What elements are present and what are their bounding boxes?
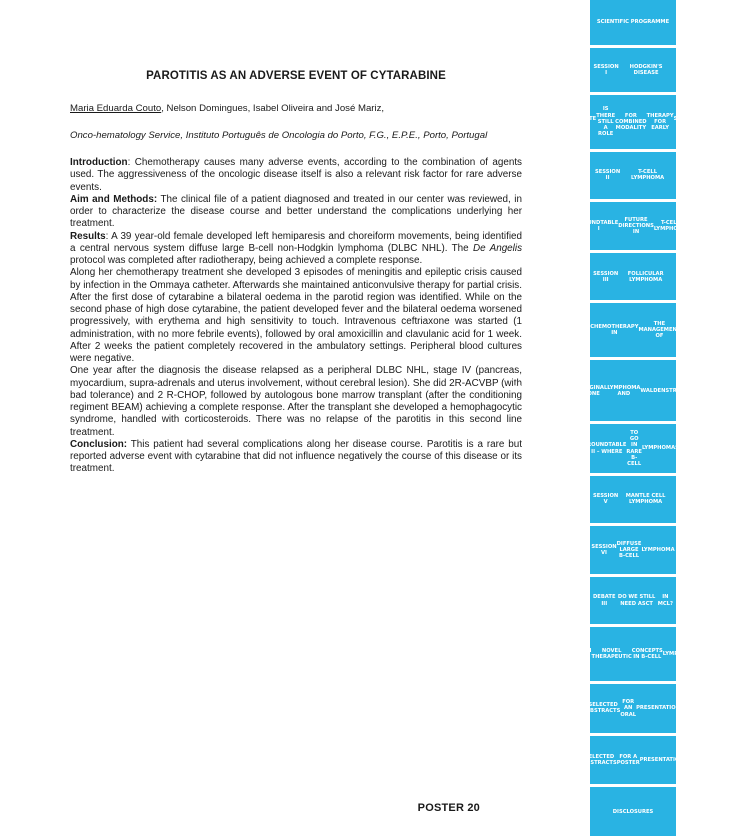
sidebar-item-label-line: HODGKIN'S DISEASE bbox=[629, 63, 663, 76]
sidebar-item-label-line: T-CELL LYMPHOMA bbox=[653, 219, 687, 233]
sidebar-item-label-line: DIFFUSE LARGE B-CELL bbox=[616, 540, 642, 559]
sidebar-item-label-line: DO WE STILL NEED ASCT bbox=[617, 594, 656, 607]
sidebar-item-label-line: T-CELL LYMPHOMA bbox=[631, 169, 665, 182]
sidebar-item-3[interactable] bbox=[573, 95, 693, 149]
protocol-name: De Angelis bbox=[473, 242, 523, 254]
sidebar-item-15[interactable] bbox=[582, 736, 684, 785]
sidebar-item-label-line: FOLLICULAR LYMPHOMA bbox=[627, 270, 664, 283]
conclusion-heading: Conclusion: bbox=[70, 438, 128, 450]
sidebar-item-label-line: SESSION III bbox=[593, 270, 619, 283]
aim-paragraph bbox=[70, 194, 522, 231]
sidebar-item-label-line: THERAPY FOR EARLY bbox=[646, 112, 674, 132]
aim-text: The clinical file of a patient diagnosed and treated in our center was reviewed, in order to characterize the disease course and better understand the complications underlying her treatment. bbox=[70, 193, 522, 230]
sidebar-item-label-line: SESSION VII bbox=[566, 647, 592, 661]
sidebar-item-4[interactable] bbox=[590, 152, 676, 199]
sidebar-item-label-line: SELECTED ABSTRACTS bbox=[586, 702, 621, 715]
poster-number: POSTER 20 bbox=[417, 802, 480, 814]
sidebar-item-label-line: DEBATE II bbox=[549, 324, 572, 337]
sidebar-item-label-line: PRESENTATION bbox=[639, 757, 684, 763]
sidebar-item-label-line: SESSION IV bbox=[514, 384, 540, 397]
sidebar-item-11[interactable] bbox=[590, 526, 676, 575]
sidebar-item-label-line: THE MANAGEMENT OF bbox=[638, 320, 681, 340]
sidebar-item-label-line: PRESENTATION bbox=[636, 705, 680, 712]
sidebar-item-label-line: ROUNDTABLE I bbox=[579, 219, 619, 233]
sidebar-item-label-line: TO GO IN RARE B-CELL bbox=[626, 429, 642, 467]
sidebar-item-label-line: NOVEL THERAPEUTIC bbox=[591, 647, 632, 661]
relapse-paragraph: One year after the diagnosis the disease relapsed as a peripheral DLBC NHL, stage IV (pancreas, myocardium, supra-adrenals and uterus involvement, without cerebral lesion). She did 2R-ACVBP (with bad tolerance) and 2 R-CHOP, followed by autologous bone marrow transplant (after the conditioning regiment BEAM) achieving a complete response. After the transplant she developed a hemophagocytic syndrome, handled with corticosteroids. There was no relapse of the parotitis in this second line treatment. bbox=[70, 365, 522, 438]
introduction-heading: Introduction bbox=[70, 157, 128, 168]
sidebar-item-label-line: IS THERE STILL A ROLE bbox=[596, 106, 616, 138]
sidebar-nav bbox=[514, 0, 752, 836]
sidebar-item-1[interactable] bbox=[590, 0, 676, 45]
sidebar-item-label-line: LYMPHOMA bbox=[641, 546, 675, 553]
sidebar-item-label-line: FOLLICULAR LYMPHOMA? bbox=[680, 324, 717, 337]
sidebar-item-label-line: DEBATE III bbox=[593, 594, 616, 607]
sidebar-item-9[interactable] bbox=[587, 424, 679, 473]
sidebar-item-14[interactable] bbox=[586, 684, 680, 733]
sidebar-item-label-line: WALDENSTRÖM bbox=[640, 387, 687, 394]
first-author[interactable]: Maria Eduarda Couto bbox=[70, 103, 162, 114]
sidebar-item-label-line: FOR AN ORAL bbox=[620, 699, 637, 718]
sidebar-item-label-line: DEBATE I bbox=[573, 115, 597, 128]
coauthors: , Nelson Domingues, Isabel Oliveira and José Mariz, bbox=[161, 103, 385, 114]
conclusion-paragraph bbox=[70, 439, 522, 476]
sidebar-item-label-line: MARGINAL ZONE bbox=[576, 384, 608, 397]
ommaya-paragraph: Along her chemotherapy treatment she developed 3 episodes of meningitis and epileptic crisis caused by infection in the Ommaya catheter. Afterwards she maintained anticonvulsive therapy for partial crisis. After the first dose of cytarabine a bilateral oedema in the parotid region was identified. While on the second phase of high dose cytarabine, the patient developed fever and the bilateral oedema worsened progressively, with erythema and high sensitivity to touch. Intravenous ceftriaxone was started (1 administration, with no more febrile events), followed by oral amoxicillin and clavulanic acid for 1 week. After 2 weeks the patient completely recovered in the ambulatory settings. Peripheral blood cultures were negative. bbox=[70, 267, 522, 364]
sidebar-item-label-line: LYMPHOMA AND bbox=[607, 384, 641, 397]
sidebar-item-label-line: SELECTED ABSTRACTS bbox=[582, 753, 617, 767]
sidebar-item-label-line: SESSION V bbox=[593, 492, 619, 506]
sidebar-item-label-line: DISCLOSURES bbox=[612, 808, 654, 815]
sidebar-item-6[interactable] bbox=[590, 253, 676, 300]
sidebar-item-5[interactable] bbox=[579, 202, 687, 251]
sidebar-item-12[interactable] bbox=[590, 577, 676, 624]
abstract-body bbox=[70, 157, 522, 476]
aim-heading: Aim and Methods: bbox=[70, 193, 158, 205]
author-list bbox=[70, 103, 525, 114]
results-text-before: : A 39 year-old female developed left hemiparesis and choreiform movements, being identified a central nervous system diffuse large B-cell non-Hodgkin lymphoma (DLBC NHL). The bbox=[70, 230, 522, 254]
abstract-title: PAROTITIS AS AN ADVERSE EVENT OF CYTARABINE bbox=[146, 70, 446, 82]
sidebar-item-label-line: FOR A POSTER bbox=[616, 753, 640, 767]
sidebar-item-10[interactable] bbox=[590, 476, 676, 523]
introduction-paragraph bbox=[70, 157, 522, 194]
sidebar-item-label-line: SESSION II bbox=[594, 169, 621, 182]
sidebar-item-label-line: CONCEPTS IN B-CELL bbox=[631, 647, 663, 661]
sidebar-item-label-line: CAN WE AVOID bbox=[571, 320, 591, 340]
sidebar-item-label-line: LYMPHOMAS bbox=[641, 445, 679, 452]
results-text-after: protocol was completed after radiotherapy, being achieved a complete response. bbox=[70, 255, 423, 266]
sidebar-item-label-line: SCIENTIFIC PROGRAMME bbox=[596, 19, 670, 26]
sidebar-item-label-line: IN MCL? bbox=[657, 594, 673, 607]
sidebar-item-label-line: CHEMOTHERAPY IN bbox=[590, 324, 639, 337]
sidebar-item-13[interactable] bbox=[566, 627, 700, 681]
results-heading: Results bbox=[70, 230, 106, 242]
sidebar-item-label-line: MANTLE CELL LYMPHOMA bbox=[625, 492, 666, 506]
sidebar-item-label-line: LYMPHOMAS bbox=[662, 650, 700, 657]
conclusion-text: This patient had several complications along her disease course. Parotitis is a rare but reported adverse event with cytarabine that did not influence negatively the course of this disease or its treatment. bbox=[70, 438, 522, 475]
sidebar-item-label-line: STAGE CHL? bbox=[673, 115, 693, 128]
introduction-text: : Chemotherapy causes many adverse events, according to the combination of agents used. The aggressiveness of the oncologic disease itself is also a relevant risk factor for rare adverse events. bbox=[70, 157, 522, 193]
sidebar-item-label-line: FUTURE DIRECTIONS IN bbox=[618, 216, 654, 236]
sidebar-item-label-line: ROUNDTABLE II – WHERE bbox=[587, 442, 627, 455]
results-paragraph bbox=[70, 231, 522, 268]
sidebar-item-7[interactable] bbox=[549, 303, 717, 357]
sidebar-item-label-line: SESSION I bbox=[593, 63, 619, 76]
sidebar-item-label-line: RARE LYMPHOMAS – bbox=[539, 381, 577, 400]
sidebar-item-8[interactable] bbox=[514, 360, 752, 421]
affiliation: Onco-hematology Service, Instituto Português de Oncologia do Porto, F.G., E.P.E., Porto, Portugal bbox=[70, 130, 488, 141]
sidebar-item-label-line: SESSION VI bbox=[591, 543, 617, 556]
sidebar-item-label-line: FOR COMBINED MODALITY bbox=[615, 112, 647, 132]
sidebar-item-16[interactable] bbox=[590, 787, 676, 836]
sidebar-item-2[interactable] bbox=[590, 48, 676, 92]
sidebar-item-label-line: MACROGLOBULINEMIA bbox=[686, 387, 752, 394]
